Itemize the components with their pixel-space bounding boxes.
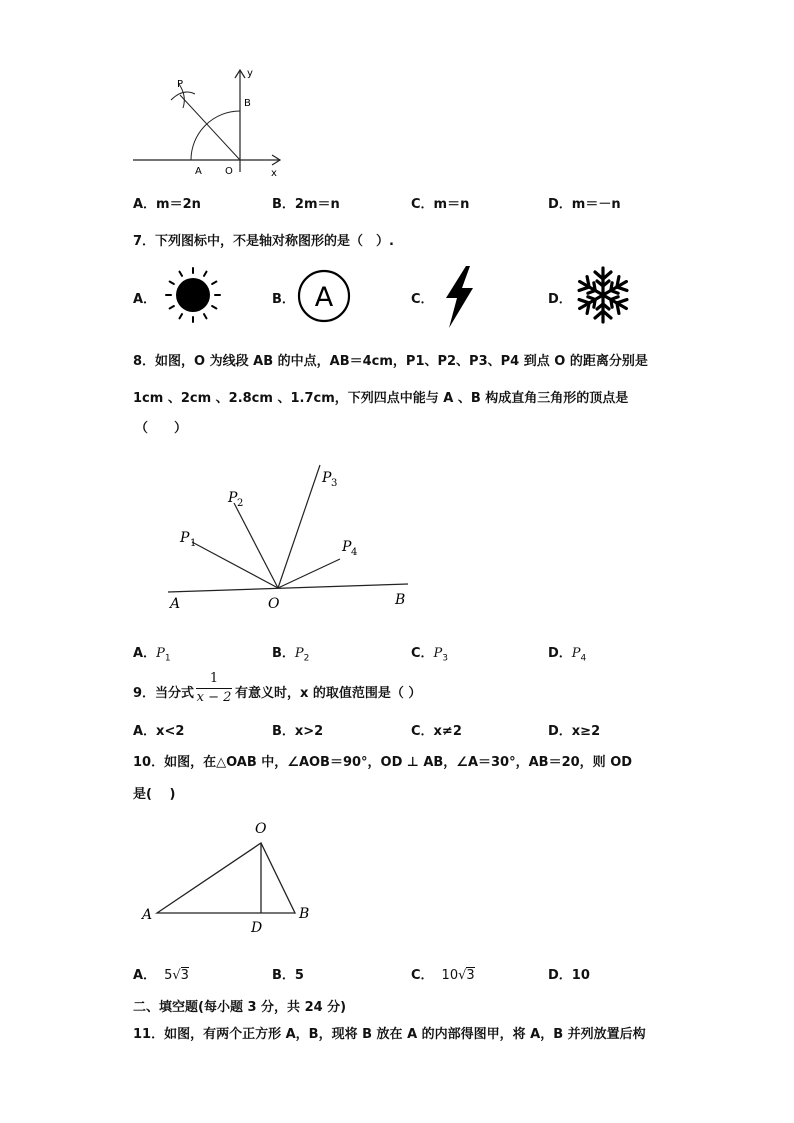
q10-option-a-prefix: A．	[133, 968, 157, 983]
q8-option-b	[272, 642, 309, 664]
fig6-label-b: B	[244, 98, 251, 109]
fig6-label-o: O	[225, 166, 233, 177]
q8-fig-sub-4: 4	[351, 547, 358, 558]
q8-fig-label-p2: P	[228, 490, 238, 506]
q9-option-a: A．x<2	[133, 724, 185, 739]
q10-fig-label-o: O	[255, 821, 267, 837]
q9-stem-pre: 9．当分式	[133, 686, 195, 701]
q10-fig-label-a: A	[142, 907, 153, 923]
q8-option-d	[548, 642, 586, 664]
q8-option-c-p: P	[433, 646, 443, 661]
q8-fig-label-b: B	[395, 592, 406, 608]
snowflake-icon	[572, 264, 634, 326]
q10-option-c-coef: 10	[441, 968, 459, 983]
q6-option-d: D．m＝－n	[548, 197, 621, 212]
q9-option-b: B．x>2	[272, 724, 324, 739]
q8-fig-label-o: O	[268, 596, 280, 612]
lightning-icon	[440, 264, 480, 330]
sun-icon	[162, 264, 224, 326]
sqrt-symbol-icon: √	[458, 968, 467, 983]
q8-option-d-sub: 4	[580, 653, 587, 664]
q8-option-d-p: P	[571, 646, 581, 661]
q6-figure	[125, 60, 290, 180]
q10-option-a	[133, 964, 189, 983]
section-2-title: 二、填空题(每小题 3 分，共 24 分)	[133, 1000, 347, 1015]
q11-stem-line1: 11．如图，有两个正方形 A，B，现将 B 放在 A 的内部得图甲，将 A，B 并列放置后构	[133, 1027, 646, 1042]
q8-option-a	[133, 642, 171, 664]
q8-option-a-p: P	[156, 646, 165, 661]
q7-label-a: A．	[133, 292, 157, 307]
q8-fig-sub-2: 2	[237, 498, 244, 509]
q10-option-a-coef: 5	[164, 968, 173, 983]
q9-option-d: D．x≥2	[548, 724, 601, 739]
q10-option-b: B．5	[272, 968, 304, 983]
q8-fig-sub-3: 3	[331, 478, 338, 489]
q8-option-b-sub: 2	[303, 653, 310, 664]
q6-option-b: B．2m＝n	[272, 197, 340, 212]
q10-option-c-prefix: C．	[411, 968, 434, 983]
q9-fraction-denominator: x − 2	[196, 690, 232, 705]
q8-option-b-p: P	[294, 646, 304, 661]
q7-label-d: D．	[548, 292, 572, 307]
q7-stem: 7．下列图标中，不是轴对称图形的是（ ）.	[133, 234, 394, 249]
circle-a-letter: A	[314, 282, 334, 313]
q10-stem-line2: 是( )	[133, 787, 176, 802]
q8-fig-sub-1: 1	[190, 538, 197, 549]
q8-option-a-sub: 1	[164, 653, 171, 664]
q10-figure	[135, 814, 325, 940]
q7-label-c: C．	[411, 292, 434, 307]
q9-fraction	[196, 670, 232, 707]
q9-fraction-numerator: 1	[196, 670, 232, 689]
q10-option-c	[411, 964, 475, 983]
q10-option-d: D．10	[548, 968, 590, 983]
q8-stem-line3: （ ）	[135, 421, 188, 436]
q6-option-c: C．m＝n	[411, 197, 470, 212]
q8-option-c-sub: 3	[442, 653, 449, 664]
q8-stem-line1: 8．如图，O 为线段 AB 的中点，AB＝4cm，P1、P2、P3、P4 到点 O 的距离分别是	[133, 354, 648, 369]
q10-stem-line1: 10．如图，在△OAB 中，∠AOB＝90°，OD ⊥ AB，∠A＝30°，AB＝20，则 OD	[133, 755, 633, 770]
fig6-label-p: P	[177, 79, 184, 90]
q9-option-c: C．x≠2	[411, 724, 462, 739]
q10-fig-label-d: D	[251, 920, 263, 936]
q8-option-c	[411, 642, 448, 664]
q8-option-a-prefix: A．	[133, 646, 157, 661]
q8-option-b-prefix: B．	[272, 646, 295, 661]
q9-stem-post: 有意义时，x 的取值范围是（ ）	[235, 686, 422, 701]
fig6-label-a: A	[195, 166, 202, 177]
q8-fig-label-a: A	[170, 596, 181, 612]
q6-option-a: A．m＝2n	[133, 197, 201, 212]
q10-option-a-radicand: 3	[180, 968, 189, 983]
fig6-label-y: y	[247, 68, 253, 79]
q8-option-c-prefix: C．	[411, 646, 434, 661]
q7-label-b: B．	[272, 292, 295, 307]
fig6-label-x: x	[271, 168, 277, 179]
q10-option-c-radicand: 3	[466, 968, 475, 983]
q8-option-d-prefix: D．	[548, 646, 572, 661]
q8-fig-label-p3: P	[322, 470, 332, 486]
sqrt-symbol-icon: √	[172, 968, 181, 983]
q10-fig-label-b: B	[299, 906, 310, 922]
q8-fig-label-p4: P	[342, 539, 352, 555]
q8-stem-line2: 1cm 、2cm 、2.8cm 、1.7cm，下列四点中能与 A 、B 构成直角三角形的顶点是	[133, 391, 629, 406]
q8-figure	[160, 460, 420, 620]
circle-a-icon	[296, 268, 352, 324]
q8-fig-label-p1: P	[180, 530, 190, 546]
